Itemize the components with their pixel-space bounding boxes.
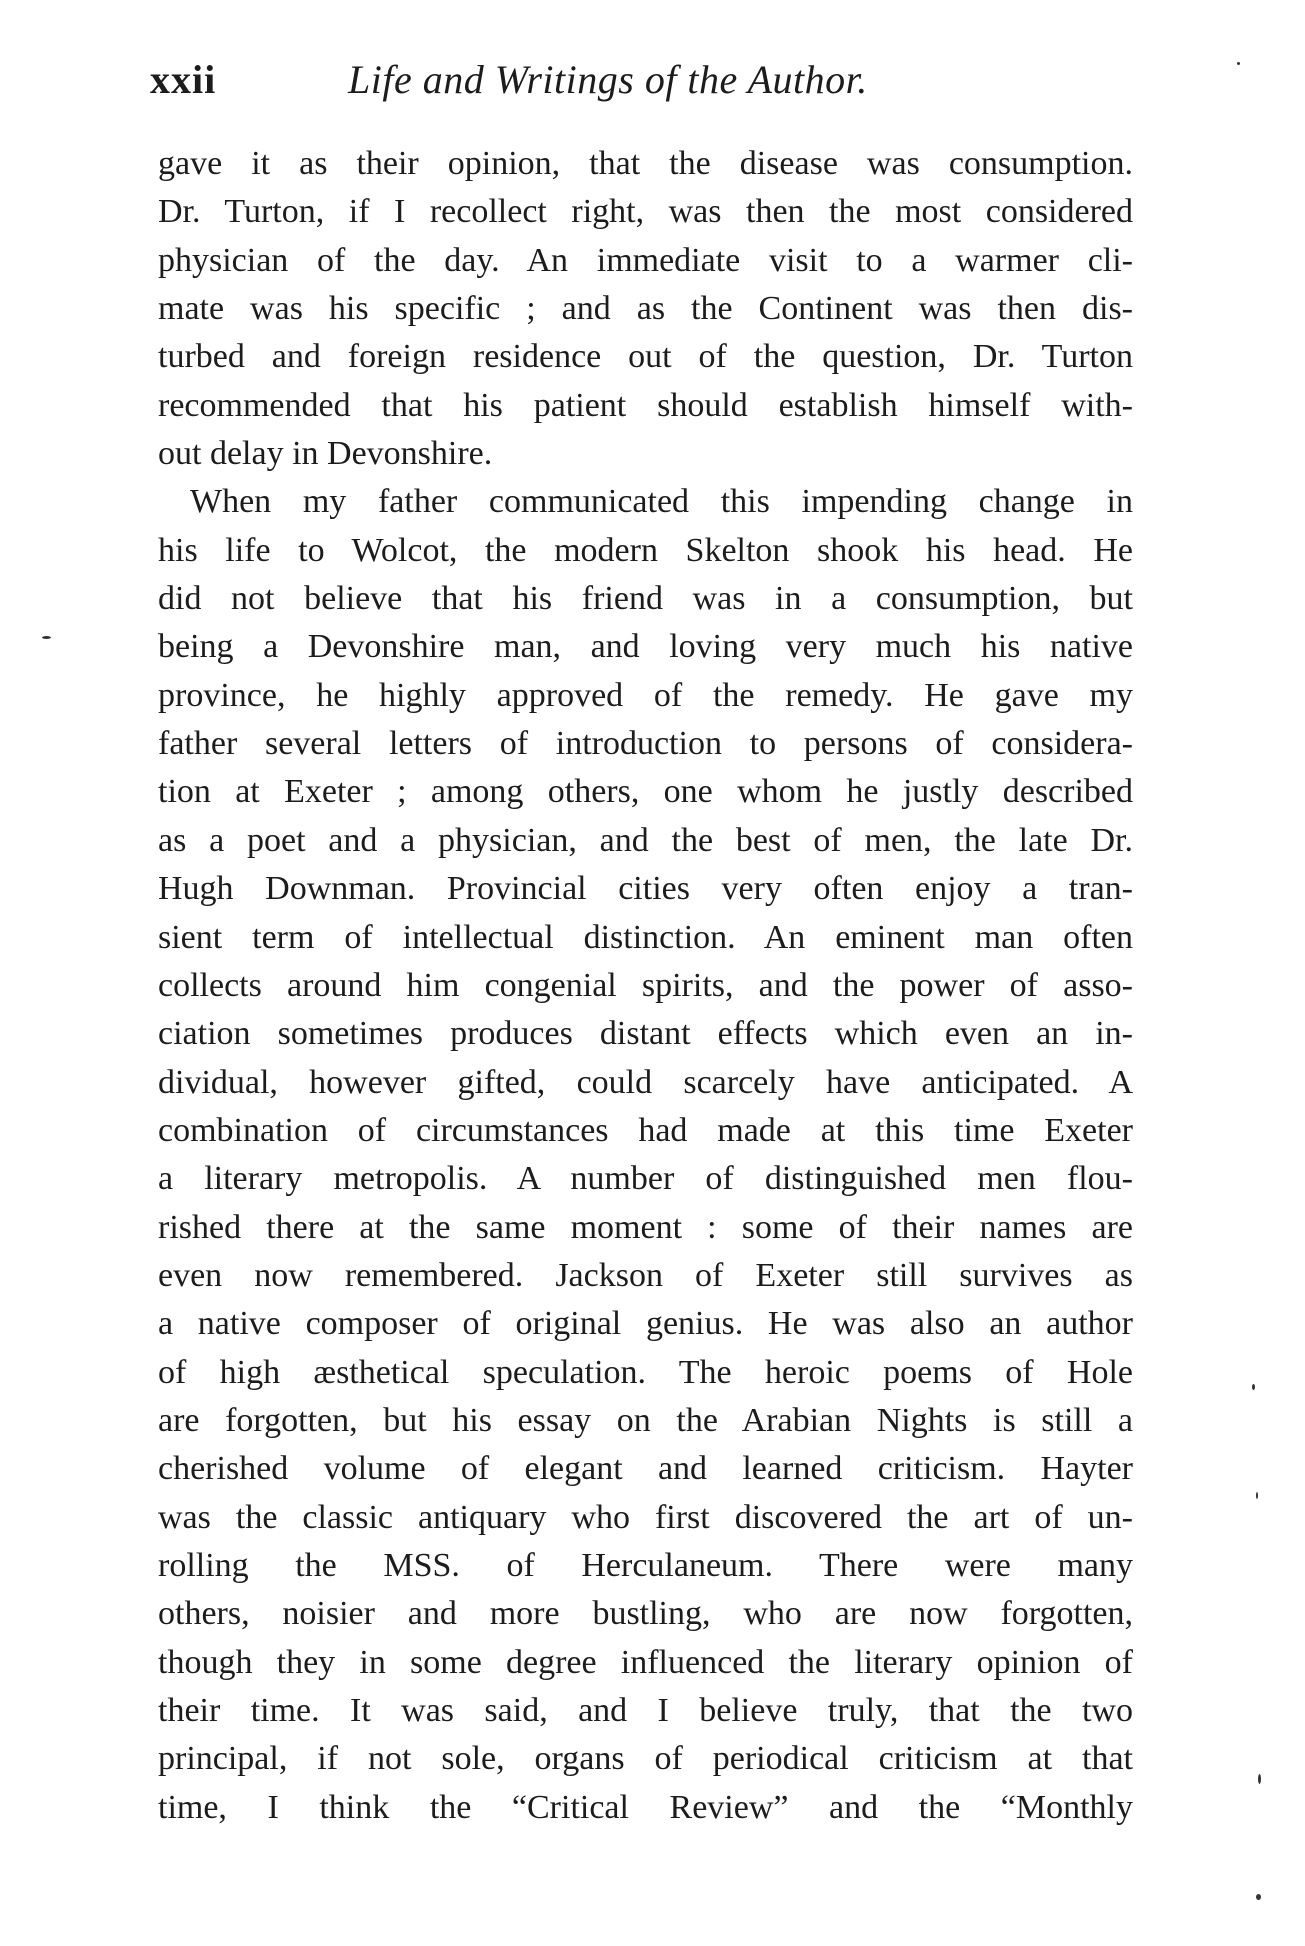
text-line: province, he highly approved of the remedy. He gave my <box>158 676 1133 714</box>
body-text <box>158 140 1133 1832</box>
scan-speck <box>1252 1384 1255 1390</box>
text-line: ciation sometimes produces distant effects which even an in- <box>158 1015 1133 1053</box>
text-line: Hugh Downman. Provincial cities very often enjoy a tran- <box>158 870 1133 908</box>
scan-speck <box>42 636 51 639</box>
text-line: father several letters of introduction to persons of considera- <box>158 725 1133 763</box>
text-line: was the classic antiquary who first discovered the art of un- <box>158 1498 1133 1536</box>
text-line: recommended that his patient should establish himself with- <box>158 386 1133 424</box>
text-line: Dr. Turton, if I recollect right, was then the most considered <box>158 193 1133 231</box>
text-line: rolling the MSS. of Herculaneum. There were many <box>158 1546 1133 1584</box>
scan-speck <box>1258 1774 1261 1784</box>
scan-speck <box>1237 62 1240 65</box>
text-line: dividual, however gifted, could scarcely have anticipated. A <box>158 1063 1133 1101</box>
text-line: rished there at the same moment : some of their names are <box>158 1208 1133 1246</box>
text-line: sient term of intellectual distinction. An eminent man often <box>158 918 1133 956</box>
text-line: of high æsthetical speculation. The heroic poems of Hole <box>158 1353 1133 1391</box>
text-line: being a Devonshire man, and loving very much his native <box>158 628 1133 666</box>
text-line: out delay in Devonshire. <box>158 435 493 473</box>
text-line: a native composer of original genius. He was also an author <box>158 1305 1133 1343</box>
text-line: combination of circumstances had made at this time Exeter <box>158 1111 1133 1149</box>
text-line: gave it as their opinion, that the disease was consumption. <box>158 145 1133 182</box>
text-line: did not believe that his friend was in a consumption, but <box>158 580 1133 618</box>
text-line: are forgotten, but his essay on the Arabian Nights is still a <box>158 1401 1133 1439</box>
paragraph-start-line: When my father communicated this impending change in <box>190 483 1133 521</box>
scan-speck <box>1256 1894 1261 1900</box>
text-line: others, noisier and more bustling, who are now forgotten, <box>158 1595 1133 1633</box>
text-line: mate was his specific ; and as the Continent was then dis- <box>158 290 1133 328</box>
text-line: though they in some degree influenced the literary opinion of <box>158 1643 1133 1681</box>
page-number: xxii <box>150 57 217 102</box>
text-line: time, I think the “Critical Review” and the “Monthly <box>158 1788 1133 1826</box>
page-header <box>150 56 1150 116</box>
text-line: a literary metropolis. A number of distinguished men flou- <box>158 1160 1133 1198</box>
text-line: his life to Wolcot, the modern Skelton shook his head. He <box>158 531 1133 569</box>
text-line: turbed and foreign residence out of the question, Dr. Turton <box>158 338 1133 376</box>
text-line: physician of the day. An immediate visit to a warmer cli- <box>158 241 1133 279</box>
text-line: even now remembered. Jackson of Exeter still survives as <box>158 1256 1133 1294</box>
running-title: Life and Writings of the Author. <box>348 57 868 102</box>
scan-speck <box>1256 1492 1258 1499</box>
text-line: principal, if not sole, organs of periodical criticism at that <box>158 1740 1133 1778</box>
text-line: collects around him congenial spirits, and the power of asso- <box>158 966 1133 1004</box>
text-line: their time. It was said, and I believe truly, that the two <box>158 1692 1133 1729</box>
text-line: cherished volume of elegant and learned criticism. Hayter <box>158 1450 1133 1488</box>
text-line: as a poet and a physician, and the best of men, the late Dr. <box>158 821 1133 859</box>
text-line: tion at Exeter ; among others, one whom he justly described <box>158 773 1133 811</box>
